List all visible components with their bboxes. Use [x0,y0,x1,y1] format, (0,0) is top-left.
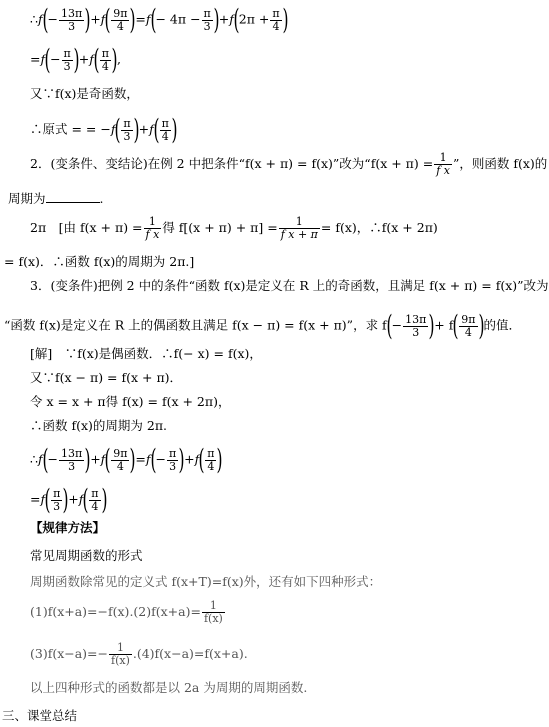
solution-2: 又∵f(x − π) = f(x + π)． [30,370,183,385]
rule-intro: 周期函数除常见的定义式 f(x+T)=f(x)外，还有如下四种形式： [30,574,382,589]
solution-5: ∴f(− $\frac{13\pi}{3}$ )+f( $\frac{9\pi}{4}$ )=f(− $\frac{\pi}{3}$ )+f( $\frac{\pi}{4}$ ) [30,443,223,476]
question-2-blank: 周期为 . [8,191,104,206]
answer-2-cont: = f(x)．∴函数 f(x)的周期为 2π.] [4,254,195,269]
answer-2: 2π [由 f(x + π) = $\frac{1}{\text{f x}}$ 得 f[(x + π) + π] = $\frac{1}{\text{f x + π}}$ = f(x)，∴f(x + 2π) [30,215,438,241]
eq-line-1: ∴f(− $\frac{13\pi}{3}$ )+f( $\frac{9\pi}{4}$ )=f(− 4π − $\frac{\pi}{3}$ )+f(2π + $\frac{\pi}{4}$ ) [30,3,289,36]
question-3: 3．(变条件)把例 2 中的条件“函数 f(x)是定义在 R 上的奇函数，且满足 f(x + π) = f(x)”改为 [30,278,549,293]
fraction: $\frac{13\pi}{3}$ [61,6,83,33]
text-odd-function: 又∵f(x)是奇函数， [30,86,139,101]
rule-summary: 以上四种形式的函数都是以 2a 为周期的周期函数. [30,680,308,695]
section-heading: 三、课堂总结 [2,708,78,723]
solution-1: [解] ∵f(x)是偶函数．∴f(− x) = f(x)， [30,346,262,361]
rule-form-1-2: (1)f(x+a)=−f(x).(2)f(x+a)= $\frac{1}{f(x)}$ [30,599,223,625]
solution-3: 令 x = x + π得 f(x) = f(x + 2π)， [30,394,231,409]
question-2: 2．(变条件、变结论)在例 2 中把条件“f(x + π) = f(x)”改为“f(x + π) = $\frac{1}{\text{f x}}$ ”，则函数 f(x)的 [30,151,548,177]
question-3-cont: “函数 f(x)是定义在 R 上的偶函数且满足 f(x − π) = f(x + π)”，求 f(− $\frac{13\pi}{3}$ )+ f( $\frac{9\pi}{4}$ )的值． [4,309,521,342]
eq-line-2: =f(− $\frac{\pi}{3}$ )+f( $\frac{\pi}{4}$ ), [30,43,121,76]
eq-line-4: ∴原式 = = −f( $\frac{\pi}{3}$ )+f( $\frac{\pi}{4}$ ) [30,113,178,146]
solution-4: ∴函数 f(x)的周期为 2π. [30,418,168,433]
rule-title: 常见周期函数的形式 [30,548,143,563]
rule-heading: 【规律方法】 [30,520,106,535]
solution-6: =f( $\frac{\pi}{3}$ )+f( $\frac{\pi}{4}$ ) [30,483,108,516]
rule-form-3-4: (3)f(x−a)=− $\frac{1}{f(x)}$ .(4)f(x−a)=f(x+a). [30,641,248,667]
answer-blank [46,192,100,203]
